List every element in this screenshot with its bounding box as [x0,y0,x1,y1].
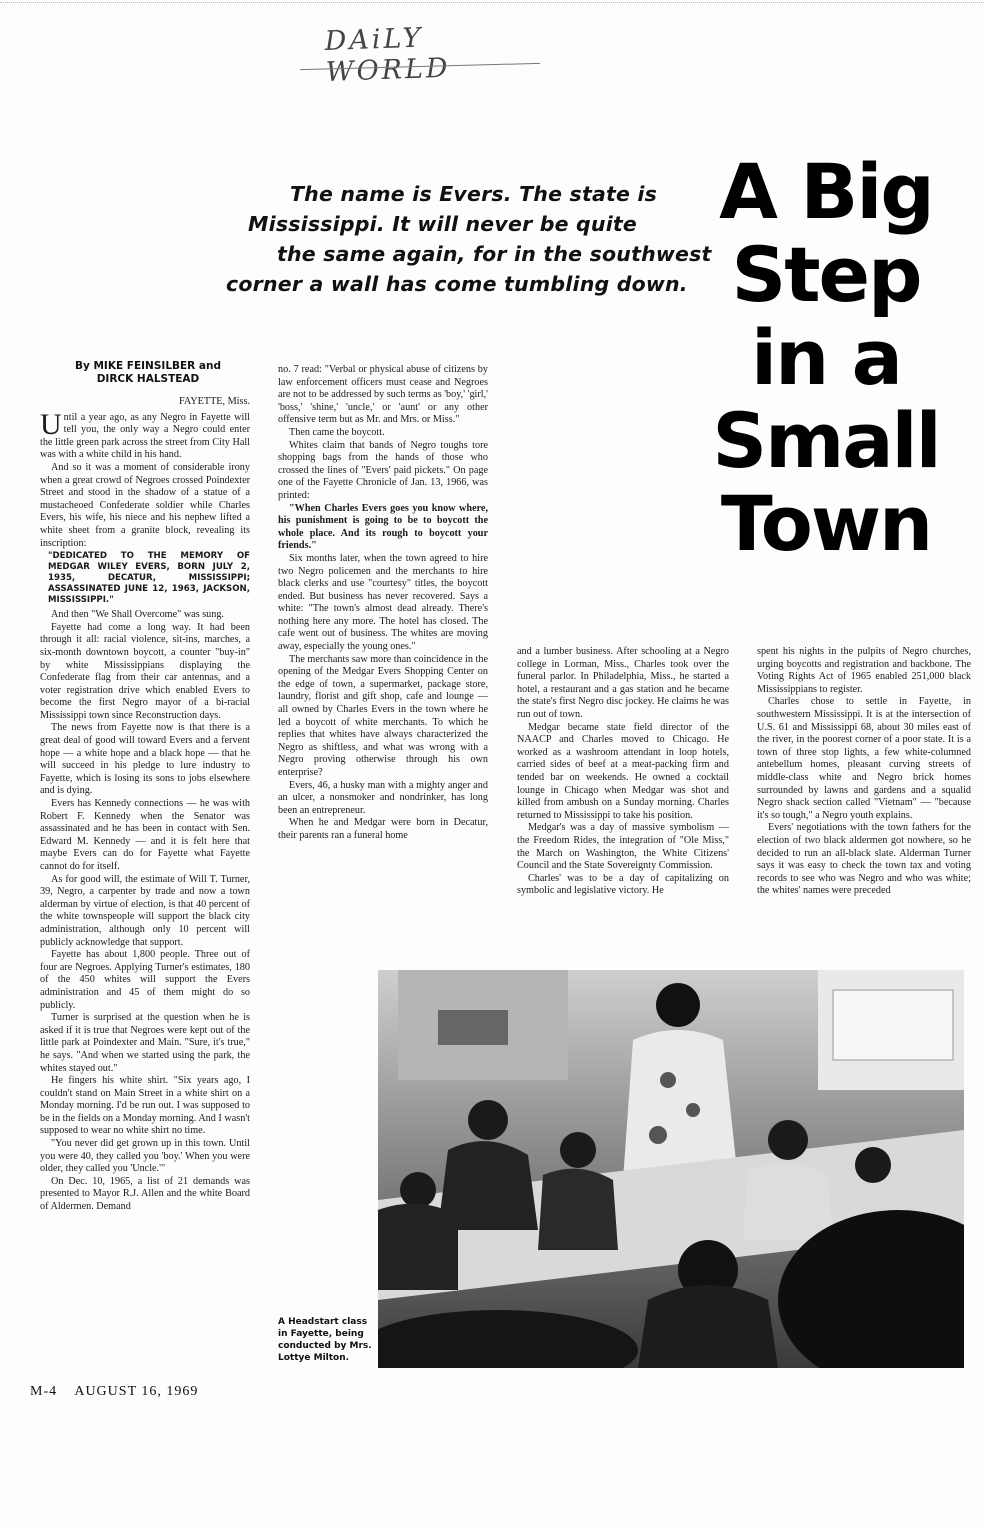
headline [676,147,976,568]
article-paragraph: The news from Fayette now is that there is a great deal of good will toward Evers and a fervent hope — a white hope and a black hope — that he will succeed in his pledge to lure industry to Fayette, which is losing its sons to jobs elsewhere and is dying. [40,722,250,797]
deck-line-4: corner a wall has come tumbling down. [226,272,688,296]
article-paragraph: spent his nights in the pulpits of Negro churches, urging boycotts and registration and backbone. The Voting Rights Act of 1965 enabled 251,000 black Mississippians to register. [757,646,971,695]
top-scan-edge [0,2,984,3]
handwritten-note: DAiLY WORLD [324,22,452,88]
article-paragraph: Turner is surprised at the question when he is asked if it is true that Negroes were kept out of the little park at Poindexter and Main. "Sure, it's true," he says. "And when we started using the park, the whites stayed out." [40,1012,250,1074]
article-paragraph: Charles' was to be a day of capitalizing on symbolic and legislative victory. He [517,872,729,897]
classroom-photo [378,970,964,1368]
article-column-1 [40,396,250,1371]
deck-line-1: The name is Evers. The state is [290,182,658,206]
photo-caption: A Headstart class in Fayette, being conducted by Mrs. Lottye Milton. [278,1317,372,1363]
article-paragraph: FAYETTE, Miss. [178,396,250,407]
article-paragraph: Six months later, when the town agreed to hire two Negro policemen and the merchants to hire black clerks and use "courtesy" titles, the boycott ended. But business has never recovered. Says a white: "The town's almost dead already. There's nothing here any more. The hotel has closed. The cafe went out of business. The whites are moving away, especially the young ones." [278,552,488,653]
article-paragraph: When he and Medgar were born in Decatur, their parents ran a funeral home [278,817,488,841]
article-paragraph: Medgar became state field director of the NAACP and Charles moved to Chicago. He worked as a washroom attendant in loop hotels, carried sides of beef at a meat-packing firm and tended bar on weekends. He owned a cocktail lounge in Chicago when Medgar was shot and killed from ambush on a Sunday morning. Charles returned to Mississippi to take his position. [517,721,729,821]
deck-line-2: Mississippi. It will never be quite [248,212,638,236]
drop-cap: U [40,407,62,441]
article-paragraph: And then "We Shall Overcome" was sung. [51,609,225,621]
headline-line: A Big [719,147,933,236]
article-paragraph: Medgar's was a day of massive symbolism — the Freedom Rides, the integration of "Ole Miss," the March on Washington, the White Citizens' Council and the State Sovereignty Commission. [517,822,729,872]
headline-line: in a [751,313,901,402]
article-paragraph: As for good will, the estimate of Will T. Turner, 39, Negro, a carpenter by trade and now a town alderman by virtue of election, is that 40 percent of the white townspeople will support the black city administration, although only 10 percent will publicly acknowledge that support. [40,873,250,948]
article-paragraph: "When Charles Evers goes you know where, his punishment is going to be to boycott the whole place. And its rough to boycott your friends." [278,502,488,552]
article-paragraph: Fayette had come a long way. It had been through it all: racial violence, sit-ins, marches, a six-month downtown boycott, a counter "buy-in" by white Mississippians displaying the Confederate flag from their car antennas, and a voter registration drive which enabled Evers to become the first Negro mayor of a bi-racial Mississippi town since Reconstruction days. [40,621,250,721]
article-paragraph: Fayette has about 1,800 people. Three out of four are Negroes. Applying Turner's estimates, 180 of the 450 whites will support the Evers administration and 45 of them might do so publicly. [40,949,250,1011]
article-paragraph: And so it was a moment of considerable irony when a great crowd of Negroes crossed Poindexter Street and stood in the shadow of a statue of a mustacheoed Confederate soldier while Charles Evers, his wife, his niece and his nephew lifted a white sheet from a granite block, revealing its inscription: [40,461,250,549]
article-paragraph: "DEDICATED TO THE MEMORY OF MEDGAR WILEY EVERS, BORN JULY 2, 1935, DECATUR, MISSISSIPPI; ASSASSINATED JUNE 12, 1963, JACKSON, MISSISSIPPI." [48,551,250,606]
headline-line: Step [731,230,921,319]
article-paragraph: Evers, 46, a husky man with a mighty anger and an ulcer, a nonsmoker and nondrinker, has long been an entrepreneur. [278,779,488,816]
article-paragraph: Whites claim that bands of Negro toughs tore shopping bags from the hands of those who crossed the lines of "Evers' paid pickets." On page one of the Fayette Chronicle of Jan. 13, 1966, was printed: [278,439,488,501]
article-paragraph: no. 7 read: "Verbal or physical abuse of citizens by law enforcement officers must cease and Negroes are not to be addressed by such terms as 'boy,' 'girl,' 'boss,' 'shine,' 'uncle,' or 'aunt' or any other offensive term but as Mr. and Mrs. or Miss." [278,364,488,426]
article-paragraph: Then came the boycott. [289,426,385,438]
article-paragraph: Until a year ago, as any Negro in Fayette will tell you, the only way a Negro could enter the little green park across the street from City Hall was with a white child in his hand. [40,407,250,461]
headline-line: Town [720,479,932,568]
classroom-photo-image [378,970,964,1368]
page-footer: M-4 AUGUST 16, 1969 [30,1384,199,1399]
deck-line-3: the same again, for in the southwest [277,242,712,266]
article-column-3 [517,646,729,950]
article-paragraph: He fingers his white shirt. "Six years ago, I couldn't stand on Main Street in a white shirt on a Monday morning. I'd be run out. I was supposed to be in the fields on a Monday morning. And I wasn't supposed to wear no white shirt no time. [40,1075,250,1137]
article-column-4 [757,646,971,950]
byline: By MIKE FEINSILBER and DIRCK HALSTEAD [74,360,221,385]
article-paragraph: and a lumber business. After schooling at a Negro college in Lorman, Miss., Charles took over the funeral parlor. In Philadelphia, Miss., he started a hotel, a restaurant and a gas station and he became the state's first Negro disc jockey. He claims he was run out of town. [517,646,729,720]
article-paragraph: "You never did get grown up in this town. Until you were 40, they called you 'boy.' When you were older, they called you 'Uncle.'" [40,1138,250,1175]
article-paragraph: The merchants saw more than coincidence in the opening of the Medgar Evers Shopping Center on the edge of town, a supermarket, package store, laundry, florist and gift shop, cafe and lounge — all owned by Charles Evers in the town where he led a boycott of white merchants. To which he replies that whites have always characterized the Negro as shiftless, and what was wrong with a Negro proving otherwise through his own enterprise? [278,653,488,778]
article-paragraph: On Dec. 10, 1965, a list of 21 demands was presented to Mayor R.J. Allen and the white Board of Aldermen. Demand [40,1175,250,1213]
article-paragraph: Evers has Kennedy connections — he was with Robert F. Kennedy when the Senator was assassinated and he has been in contact with Sen. Edward M. Kennedy — and it is felt here that maybe Evers can do for Fayette what Fayette cannot do for itself. [40,798,250,872]
article-paragraph: Charles chose to settle in Fayette, in southwestern Mississippi. It is at the intersection of U.S. 61 and Mississippi 68, about 30 miles east of the river, in the poorest corner of a poor state. It is a town of three stop lights, a few white-columned antebellum homes, pleasant curving streets of middle-class white and Negro brick homes surrounded by lawns and gardens and a squalid Negro shack section called "Vietnam" — "because it's so tough," a Negro youth explains. [757,696,971,821]
article-paragraph: Evers' negotiations with the town fathers for the election of two black aldermen got nowhere, so he decided to run an all-black slate. Alderman Turner says it was easy to check the town tax and voting records to see who was Negro and who was white; the whites' names were preceded [757,822,971,897]
headline-line: Small [712,396,940,485]
article-column-2 [278,364,488,954]
